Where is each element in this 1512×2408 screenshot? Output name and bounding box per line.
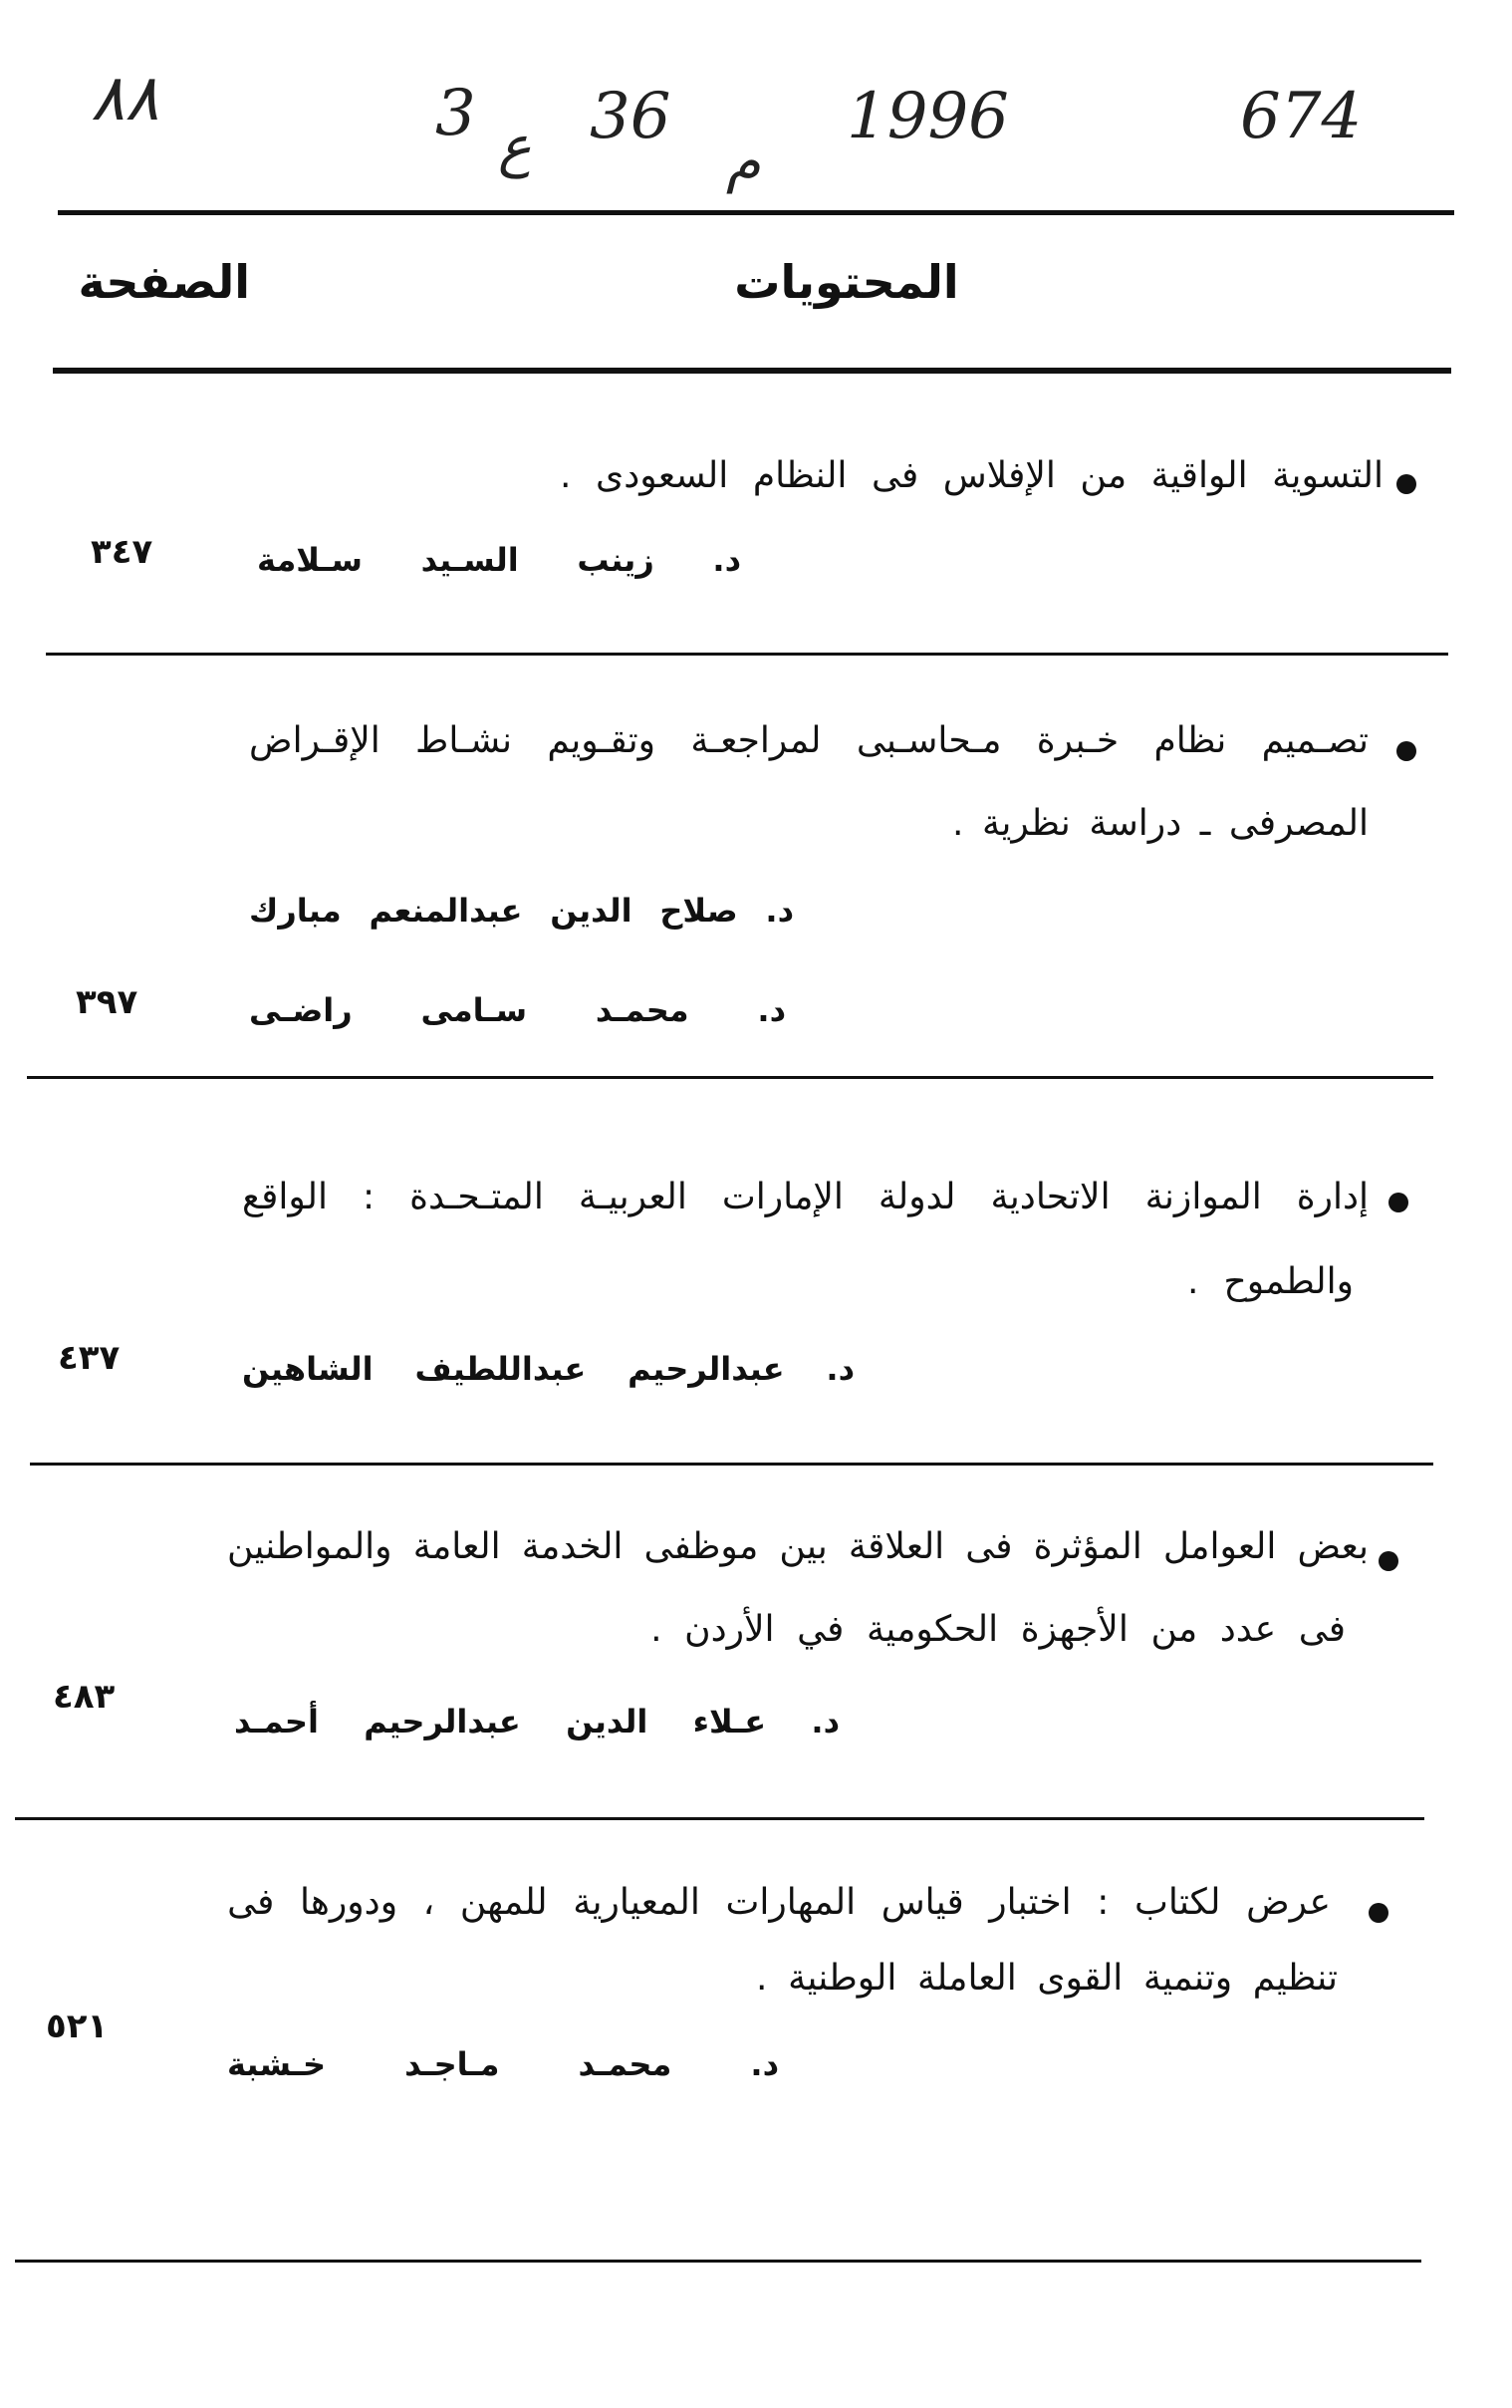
entry-title-line (952, 800, 1369, 848)
handwritten-volume-number: 36 (590, 80, 671, 153)
word: نظام (1153, 720, 1227, 761)
word: السـيد (420, 541, 519, 579)
word: الموازنة (1144, 1177, 1262, 1217)
word: فى (871, 455, 919, 496)
entry-title-line (560, 452, 1384, 500)
entry-author (227, 2042, 779, 2086)
word: عدد (1219, 1609, 1277, 1650)
word: للمهن (459, 1882, 548, 1923)
word: الإمارات (721, 1177, 844, 1217)
entry-author (242, 1347, 855, 1391)
word: الإقـراض (249, 720, 380, 761)
word: الإفلاس (942, 455, 1056, 496)
word: المعيارية (573, 1882, 700, 1923)
word: من (1080, 455, 1128, 496)
bullet-icon (1379, 1551, 1398, 1571)
handwritten-code-right: 674 (1240, 80, 1363, 153)
word: إدارة (1296, 1177, 1369, 1217)
word: مبارك (249, 892, 342, 930)
bullet-icon (1369, 1903, 1388, 1923)
word: الاتحادية (990, 1177, 1111, 1217)
word: . (756, 1958, 768, 1999)
entry-author (257, 538, 741, 582)
word: د. (750, 2045, 779, 2083)
word: في (797, 1609, 845, 1650)
entry-author (234, 1700, 840, 1743)
word: العوامل (1162, 1526, 1277, 1567)
entry-title-line (650, 1606, 1346, 1654)
word: . (1187, 1261, 1199, 1302)
word: . (650, 1609, 662, 1650)
entry-page-number: ٣٤٧ (91, 532, 153, 572)
word: د. (765, 892, 794, 930)
word: المصرفى (1228, 803, 1369, 844)
word: صلاح (659, 892, 738, 930)
word: ، (422, 1882, 435, 1923)
word: عرض (1246, 1882, 1331, 1923)
word: أحمـد (234, 1703, 319, 1740)
word: خـشبة (227, 2045, 327, 2083)
word: تصـميم (1261, 720, 1369, 761)
word: السعودى (596, 455, 729, 496)
word: الشاهين (242, 1350, 374, 1388)
word: عـلاء (692, 1703, 767, 1740)
handwritten-volume-letter: م (726, 130, 761, 194)
word: المؤثرة (1033, 1526, 1142, 1567)
top-rule (58, 210, 1454, 215)
word: د. (757, 991, 786, 1029)
word: فى (227, 1882, 275, 1923)
word: الوطنية (788, 1958, 897, 1999)
word: عبدالرحيم (364, 1703, 521, 1740)
word: مـحاسـبى (856, 720, 1002, 761)
word: سـلامة (257, 541, 363, 579)
word: عبداللطيف (414, 1350, 587, 1388)
word: الواقية (1150, 455, 1248, 496)
bullet-icon (1388, 1193, 1408, 1212)
word: العلاقة (848, 1526, 945, 1567)
word: الدين (566, 1703, 648, 1740)
word: محمـد (595, 991, 689, 1029)
word: قياس (881, 1882, 964, 1923)
entry-page-number: ٣٩٧ (76, 982, 138, 1022)
entry-page-number: ٥٢١ (46, 2007, 109, 2046)
entry-page-number: ٤٨٣ (53, 1677, 116, 1717)
word: الحكومية (866, 1609, 999, 1650)
word: . (952, 803, 964, 844)
word: وتنمية (1142, 1958, 1233, 1999)
word: لمراجعـة (690, 720, 822, 761)
word: : (362, 1177, 376, 1217)
word: . (560, 455, 572, 496)
separator-line (30, 1463, 1433, 1466)
word: فى (965, 1526, 1013, 1567)
contents-heading: المحتويات (734, 255, 959, 309)
handwritten-code-left: ٨٨ (91, 62, 159, 135)
handwritten-year: 1996 (847, 80, 1009, 153)
entry-author (249, 889, 794, 933)
word: خـبرة (1036, 720, 1120, 761)
separator-line (46, 653, 1448, 656)
word: لدولة (878, 1177, 956, 1217)
word: التسوية (1272, 455, 1384, 496)
word: نظرية (982, 803, 1071, 844)
word: دراسة (1089, 803, 1182, 844)
handwritten-issue-letter: ع (498, 115, 532, 179)
word: عبدالمنعم (369, 892, 523, 930)
word: والطموح (1223, 1261, 1354, 1302)
word: د. (712, 541, 741, 579)
word: المتـحـدة (409, 1177, 544, 1217)
word: سـامى (420, 991, 528, 1029)
word: بين (779, 1526, 828, 1567)
word: زينب (577, 541, 654, 579)
word: القوى (1037, 1958, 1124, 1999)
word: العاملة (916, 1958, 1017, 1999)
word: من (1150, 1609, 1198, 1650)
word: الواقع (242, 1177, 328, 1217)
entry-title-line (1187, 1258, 1354, 1306)
entry-author (249, 988, 786, 1032)
separator-line (15, 2260, 1421, 2263)
word: المهارات (725, 1882, 857, 1923)
word: مـاجـد (404, 2045, 500, 2083)
word: د. (826, 1350, 855, 1388)
word: بعض (1297, 1526, 1369, 1567)
entry-page-number: ٤٣٧ (58, 1338, 121, 1378)
word: العربيـة (578, 1177, 687, 1217)
separator-line (15, 1817, 1424, 1820)
word: نشـاط (415, 720, 512, 761)
word: الخدمة (521, 1526, 624, 1567)
word: والمواطنين (227, 1526, 392, 1567)
page-column-heading: الصفحة (78, 255, 250, 309)
word: العامة (412, 1526, 501, 1567)
word: لكتاب (1134, 1882, 1221, 1923)
word: د. (811, 1703, 840, 1740)
word: وتقـويم (547, 720, 656, 761)
word: ودورها (299, 1882, 398, 1923)
word: الأردن (684, 1609, 775, 1650)
entry-title-line (227, 1879, 1331, 1927)
entry-title-line (227, 1523, 1369, 1571)
bullet-icon (1396, 741, 1416, 761)
word: الدين (550, 892, 632, 930)
entry-title-line (249, 717, 1369, 765)
word: موظفى (643, 1526, 759, 1567)
word: الأجهزة (1020, 1609, 1129, 1650)
header-rule (53, 368, 1451, 374)
bullet-icon (1396, 474, 1416, 494)
word: : (1097, 1882, 1110, 1923)
word: النظام (752, 455, 848, 496)
word: فى (1298, 1609, 1346, 1650)
separator-line (27, 1076, 1433, 1079)
handwritten-issue-number: 3 (435, 77, 476, 150)
word: ـ (1199, 803, 1211, 844)
word: تنظيم (1252, 1958, 1338, 1999)
word: محمـد (578, 2045, 672, 2083)
entry-title-line (242, 1174, 1369, 1221)
word: عبدالرحيم (628, 1350, 785, 1388)
entry-title-line (756, 1955, 1338, 2003)
word: راضـى (249, 991, 353, 1029)
word: اختبار (989, 1882, 1072, 1923)
